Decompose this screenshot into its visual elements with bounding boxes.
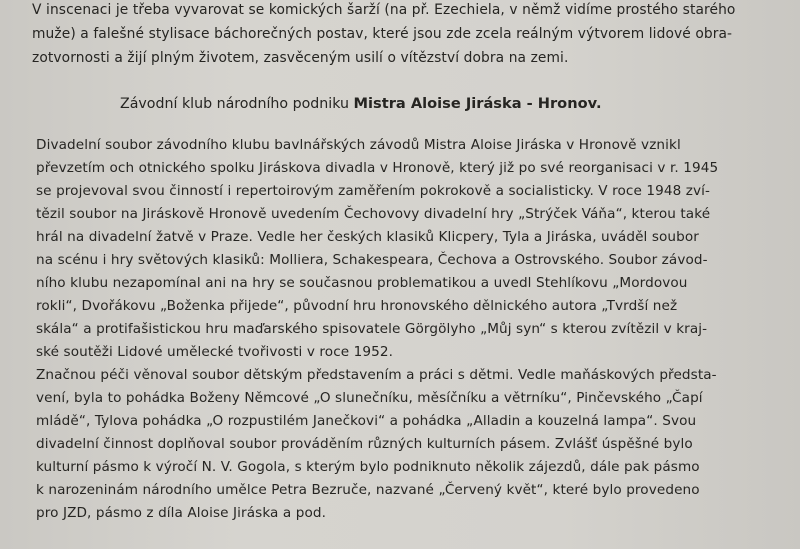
body-line: mládě“, Tylova pohádka „O rozpustilém Janečkovi“ a pohádka „Alladin a kouzelná lampa“. Svou (36, 413, 697, 429)
body-line: ního klubu nezapomínal ani na hry se současnou problematikou a uvedl Stehlíkovu „Mordovou (36, 275, 688, 291)
body-line: vení, byla to pohádka Boženy Němcové „O slunečníku, měsíčníku a větrníku“, Pinčevského „Čapí (36, 390, 703, 406)
heading-name: Mistra Aloise Jiráska - Hronov. (353, 95, 602, 112)
body-line: převzetím och otnického spolku Jiráskova divadla v Hronově, který již po své reorganisaci v r. 1945 (36, 160, 719, 176)
intro-line: muže) a falešné stylisace báchorečných postav, které jsou zde zcela reálným výtvorem lidové obra- (32, 26, 733, 42)
body-line: Divadelní soubor závodního klubu bavlnářských závodů Mistra Aloise Jiráska v Hronově vznikl (36, 137, 681, 153)
body-line: na scénu i hry světových klasiků: Molliera, Schakespeara, Čechova a Ostrovského. Soubor závod- (36, 252, 708, 268)
intro-line: zotvornosti a žijí plným životem, zasvěceným usilí o vítězství dobra na zemi. (32, 50, 569, 66)
body-line: tězil soubor na Jiráskově Hronově uvedením Čechovovy divadelní hry „Strýček Váňa“, kterou také (36, 206, 711, 222)
body-line: se projevoval svou činností i repertoirovým zaměřením pokrokově a socialisticky. V roce 1948 zví- (36, 183, 711, 199)
section-heading (120, 94, 602, 114)
body-line: skála“ a protifašistickou hru maďarského spisovatele Görgölyho „Můj syn“ s kterou zvítězil v kraj- (36, 321, 708, 337)
body-line: rokli“, Dvořákovu „Boženka přijede“, původní hru hronovského dělnického autora „Tvrdší než (36, 298, 678, 314)
intro-line: V inscenaci je třeba vyvarovat se komických šarží (na př. Ezechiela, v němž vidíme prostého starého (32, 2, 736, 18)
body-line: ské soutěži Lidové umělecké tvořivosti v roce 1952. (36, 344, 394, 360)
body-line: hrál na divadelní žatvě v Praze. Vedle her českých klasiků Klicpery, Tyla a Jiráska, uváděl soubor (36, 229, 699, 245)
body-line: pro JZD, pásmo z díla Aloise Jiráska a pod. (36, 505, 327, 521)
body-line: divadelní činnost doplňoval soubor prováděním různých kulturních pásem. Zvlášť úspěšné bylo (36, 436, 693, 452)
body-line: kulturní pásmo k výročí N. V. Gogola, s kterým bylo podniknuto několik zájezdů, dále pak pásmo (36, 459, 700, 475)
body-line: k narozeninám národního umělce Petra Bezruče, nazvané „Červený květ“, které bylo provedeno (36, 482, 700, 498)
heading-prefix: Závodní klub národního podniku (120, 96, 350, 112)
body-line: Značnou péči věnoval soubor dětským představením a práci s dětmi. Vedle maňáskových předsta- (36, 367, 717, 383)
